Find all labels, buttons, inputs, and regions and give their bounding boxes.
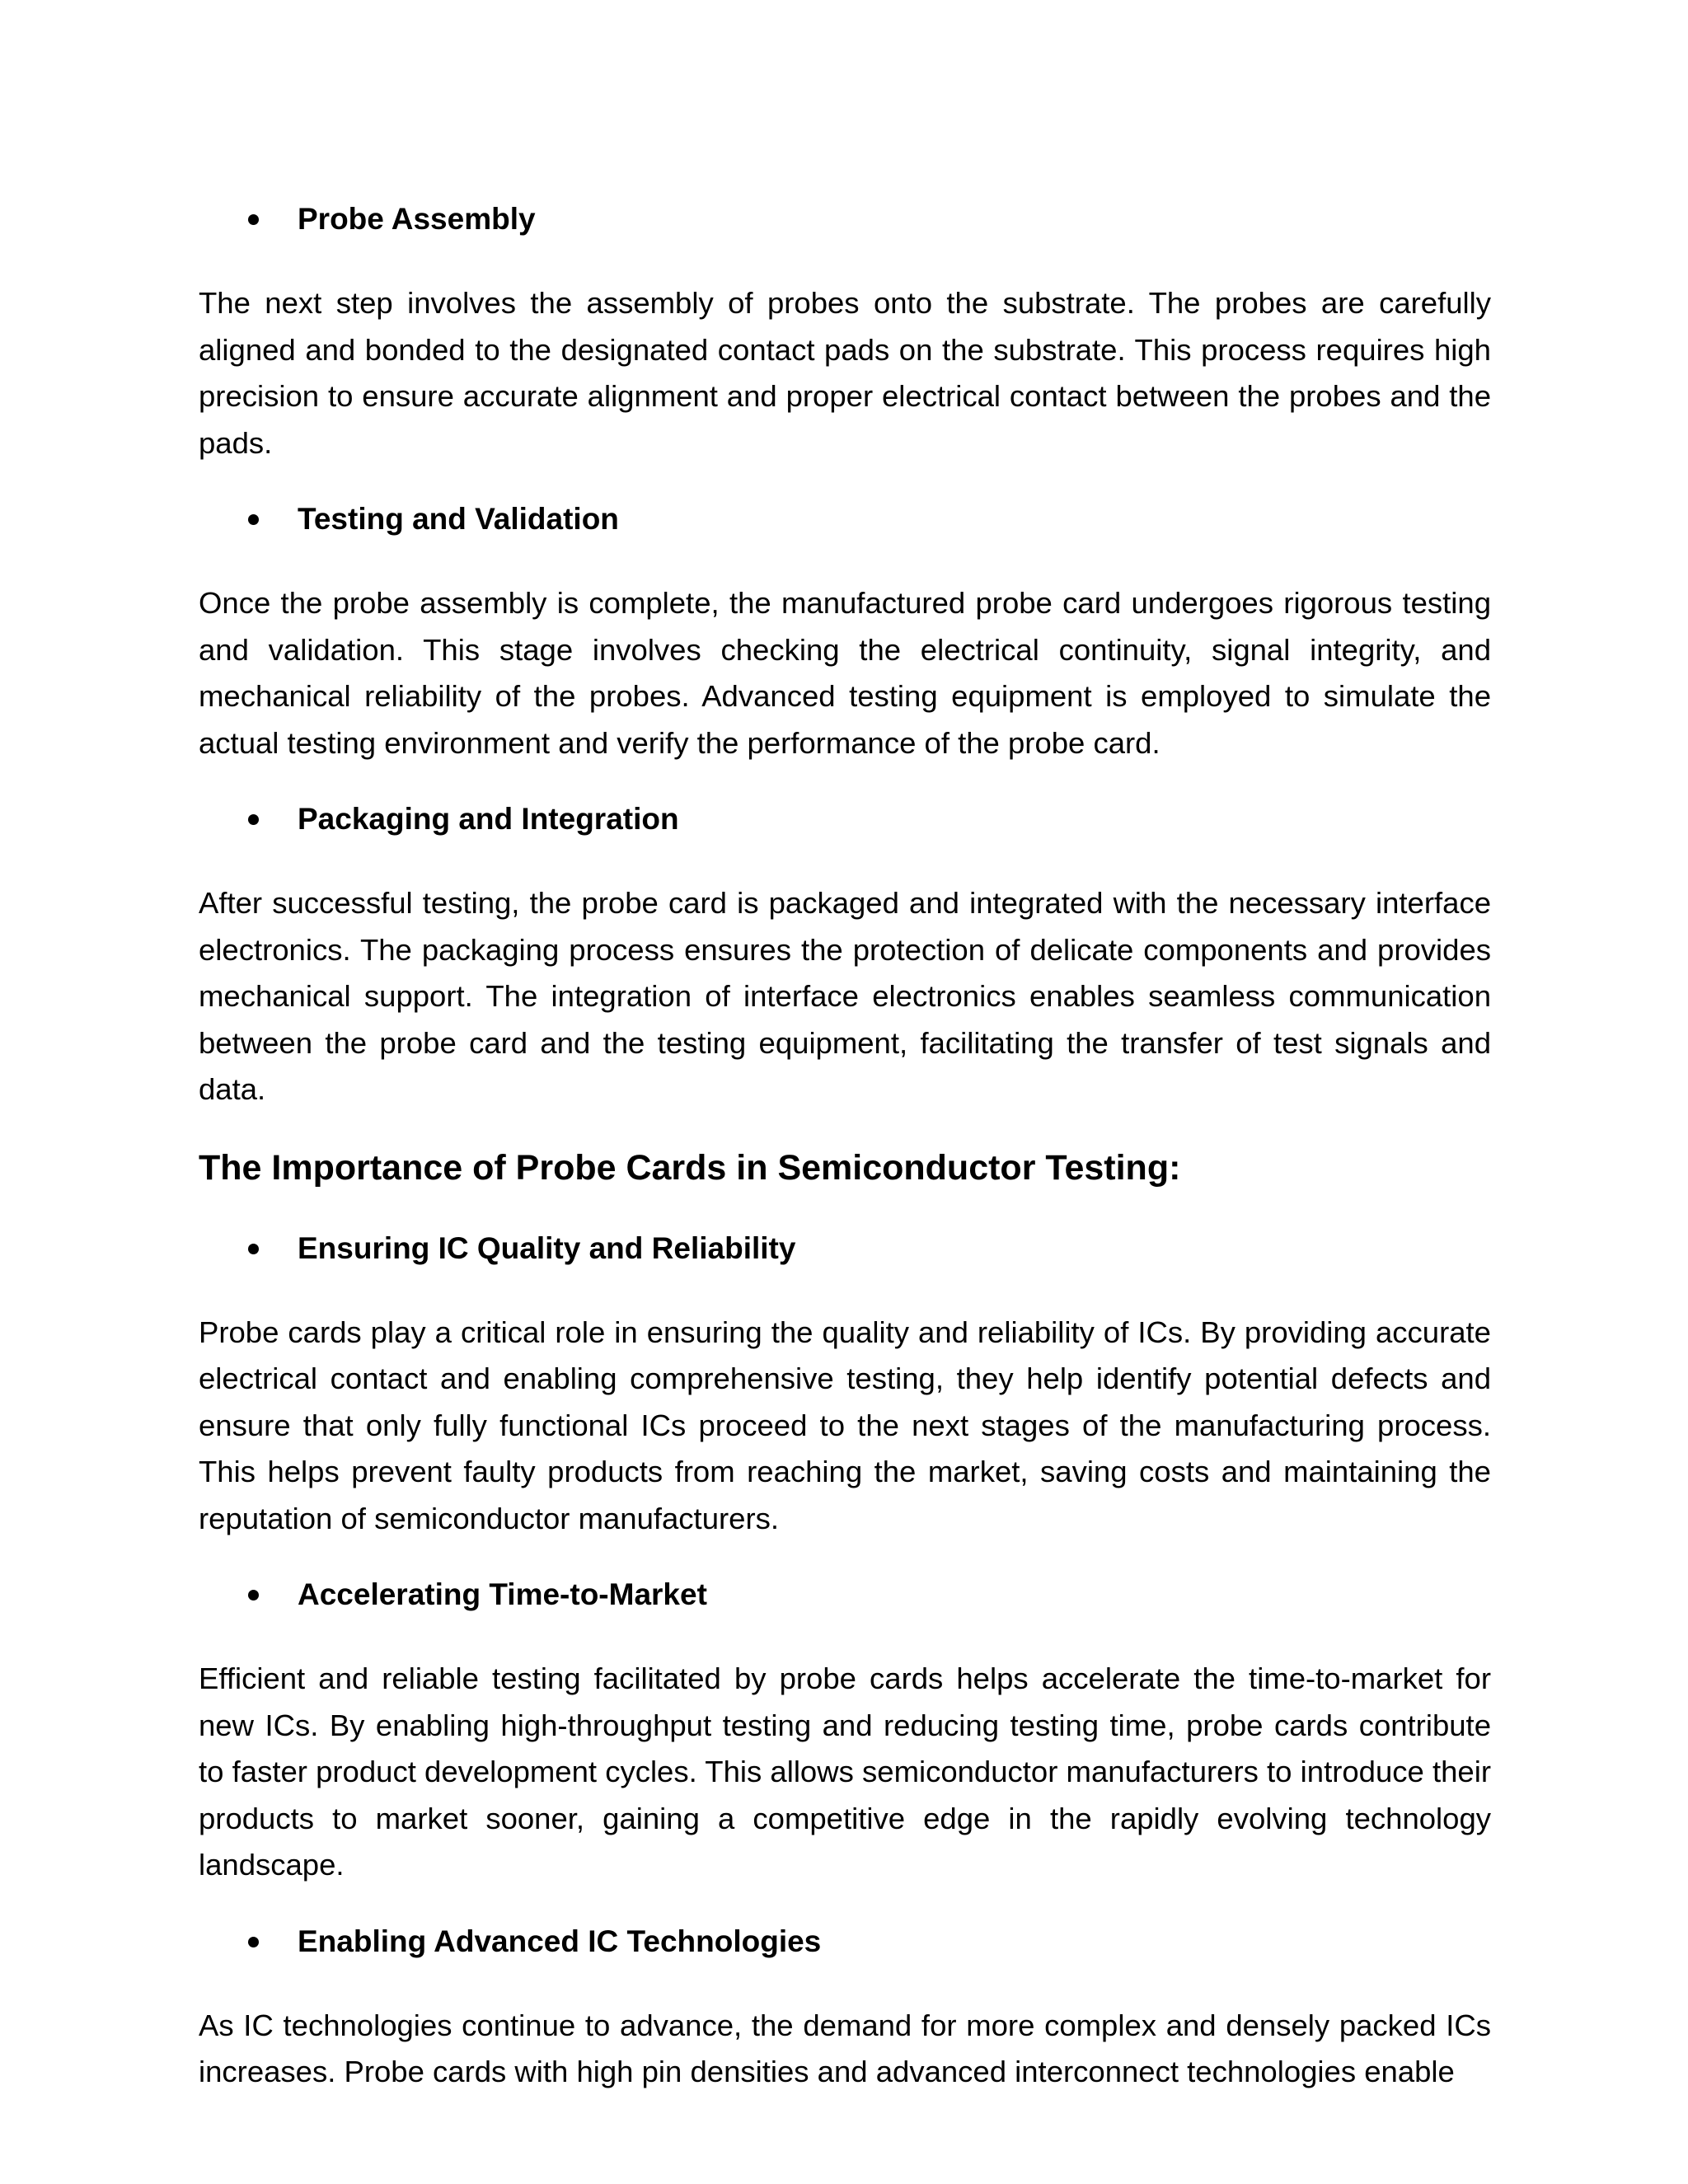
paragraph-advanced-ic: As IC technologies continue to advance, the demand for more complex and densely packed ICs increases. Probe cards with high pin densities and advanced interconnect technologies enable: [199, 2008, 1491, 2088]
bullet-heading-packaging-integration: [199, 796, 1491, 842]
bullet-heading-text: Ensuring IC Quality and Reliability: [298, 1230, 796, 1265]
bullet-heading-ic-quality: [199, 1226, 1491, 1272]
bullet-dot-icon: [248, 214, 259, 225]
bullet-heading-time-to-market: [199, 1572, 1491, 1618]
bullet-dot-icon: [248, 1590, 259, 1601]
document-page: [199, 196, 1491, 2125]
bullet-heading-probe-assembly: [199, 196, 1491, 242]
bullet-heading-text: Enabling Advanced IC Technologies: [298, 1924, 822, 1958]
paragraph-probe-assembly: The next step involves the assembly of probes onto the substrate. The probes are carefully aligned and bonded to the designated contact pads on the substrate. This process requires high precision to ensure accurate alignment and proper electrical contact between the probes and the pads.: [199, 286, 1491, 460]
paragraph-ic-quality: Probe cards play a critical role in ensuring the quality and reliability of ICs. By providing accurate electrical contact and enabling comprehensive testing, they help identify potential defects and ensure that only fully functional ICs proceed to the next stages of the manufacturing process. This helps prevent faulty products from reaching the market, saving costs and maintaining the reputation of semiconductor manufacturers.: [199, 1315, 1491, 1535]
bullet-dot-icon: [248, 1244, 259, 1254]
bullet-heading-text: Probe Assembly: [298, 202, 536, 236]
bullet-heading-text: Accelerating Time-to-Market: [298, 1577, 707, 1611]
section-title-importance: The Importance of Probe Cards in Semiconductor Testing:: [199, 1147, 1181, 1188]
bullet-heading-text: Testing and Validation: [298, 502, 619, 536]
bullet-dot-icon: [248, 814, 259, 825]
bullet-heading-text: Packaging and Integration: [298, 802, 679, 836]
paragraph-testing-validation: Once the probe assembly is complete, the manufactured probe card undergoes rigorous testing and validation. This stage involves checking the electrical continuity, signal integrity, and mechanical reliability of the probes. Advanced testing equipment is employed to simulate the actual testing environment and verify the performance of the probe card.: [199, 586, 1491, 760]
bullet-dot-icon: [248, 514, 259, 525]
bullet-heading-testing-validation: [199, 496, 1491, 542]
bullet-dot-icon: [248, 1937, 259, 1947]
paragraph-packaging-integration: After successful testing, the probe card is packaged and integrated with the necessary interface electronics. The packaging process ensures the protection of delicate components and provides mechanical support. The integration of interface electronics enables seamless communication between the probe card and the testing equipment, facilitating the transfer of test signals and data.: [199, 886, 1491, 1106]
paragraph-time-to-market: Efficient and reliable testing facilitated by probe cards helps accelerate the time-to-market for new ICs. By enabling high-throughput testing and reducing testing time, probe cards contribute to faster product development cycles. This allows semiconductor manufacturers to introduce their products to market sooner, gaining a competitive edge in the rapidly evolving technology landscape.: [199, 1661, 1491, 1882]
bullet-heading-advanced-ic: [199, 1919, 1491, 1965]
